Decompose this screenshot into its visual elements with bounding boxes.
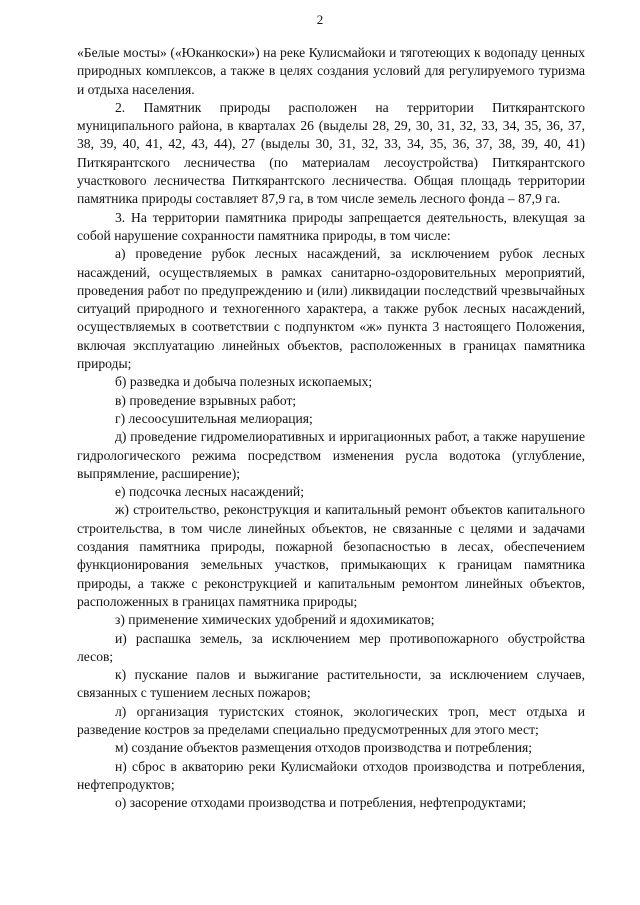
subitem-l: л) организация туристских стоянок, экологических троп, мест отдыха и разведение костров за пределами специально предусмотренных для этого мест; bbox=[77, 703, 585, 737]
paragraph-item-2: 2. Памятник природы расположен на территории Питкярантского муниципального района, в кварталах 26 (выделы 28, 29, 30, 31, 32, 33, 34, 35, 36, 37, 38, 39, 40, 41, 42, 43, 44), 27 (выделы 30, 31, 32, 33, 34, 35, 36, 37, 38, 39, 40, 41) Питкярантского лесничества (по материалам лесоустройства) Питкярантского участкового лесничества Питкярантского лесничества. Общая площадь территории памятника природы составляет 87,9 га, в том числе земель лесного фонда – 87,9 га. bbox=[77, 99, 585, 207]
subitem-g: г) лесоосушительная мелиорация; bbox=[115, 410, 313, 426]
page-number: 2 bbox=[316, 12, 324, 27]
subitem-zh: ж) строительство, реконструкция и капитальный ремонт объектов капитального строительства, в том числе линейных объектов, не связанные с целями и задачами создания памятника природы, пожарной безопасностью в лесах, обеспечением функционирования земельных участков, примыкающих к границам памятника природы, а также с реконструкцией и капитальным ремонтом линейных объектов, расположенных в границах памятника природы; bbox=[77, 502, 585, 609]
document-body bbox=[77, 44, 585, 812]
subitem-o: о) засорение отходами производства и потребления, нефтепродуктами; bbox=[115, 795, 527, 811]
subitem-d: д) проведение гидромелиоративных и ирригационных работ, а также нарушение гидрологического режима посредством изменения русла водотока (углубление, выпрямление, расширение); bbox=[77, 429, 585, 481]
subitem-e: е) подсочка лесных насаждений; bbox=[115, 484, 304, 500]
subitem-z: з) применение химических удобрений и ядохимикатов; bbox=[115, 612, 435, 628]
subitem-m: м) создание объектов размещения отходов производства и потребления; bbox=[115, 740, 533, 756]
subitem-b: б) разведка и добыча полезных ископаемых; bbox=[115, 374, 373, 390]
paragraph-item-3: 3. На территории памятника природы запрещается деятельность, влекущая за собой нарушение сохранности памятника природы, в том числе: bbox=[77, 209, 585, 243]
subitem-n: н) сброс в акваторию реки Кулисмайоки отходов производства и потребления, нефтепродуктов; bbox=[77, 758, 585, 792]
paragraph-continuation: «Белые мосты» («Юканкоски») на реке Кулисмайоки и тяготеющих к водопаду ценных природных комплексов, а также в целях создания условий для регулируемого туризма и отдыха населения. bbox=[77, 45, 585, 97]
subitem-v: в) проведение взрывных работ; bbox=[115, 392, 297, 408]
subitem-i: и) распашка земель, за исключением мер противопожарного обустройства лесов; bbox=[77, 630, 585, 664]
subitem-a: а) проведение рубок лесных насаждений, за исключением рубок лесных насаждений, осуществляемых в рамках санитарно-оздоровительных мероприятий, проведения работ по предупреждению и (или) ликвидации последствий чрезвычайных ситуаций природного и техногенного характера, а также рубок лесных насаждений, осуществляемых в соответствии с подпунктом «ж» пункта 3 настоящего Положения, включая эксплуатацию линейных объектов, расположенных в границах памятника природы; bbox=[77, 246, 585, 372]
subitem-k: к) пускание палов и выжигание растительности, за исключением случаев, связанных с тушением лесных пожаров; bbox=[77, 667, 585, 701]
